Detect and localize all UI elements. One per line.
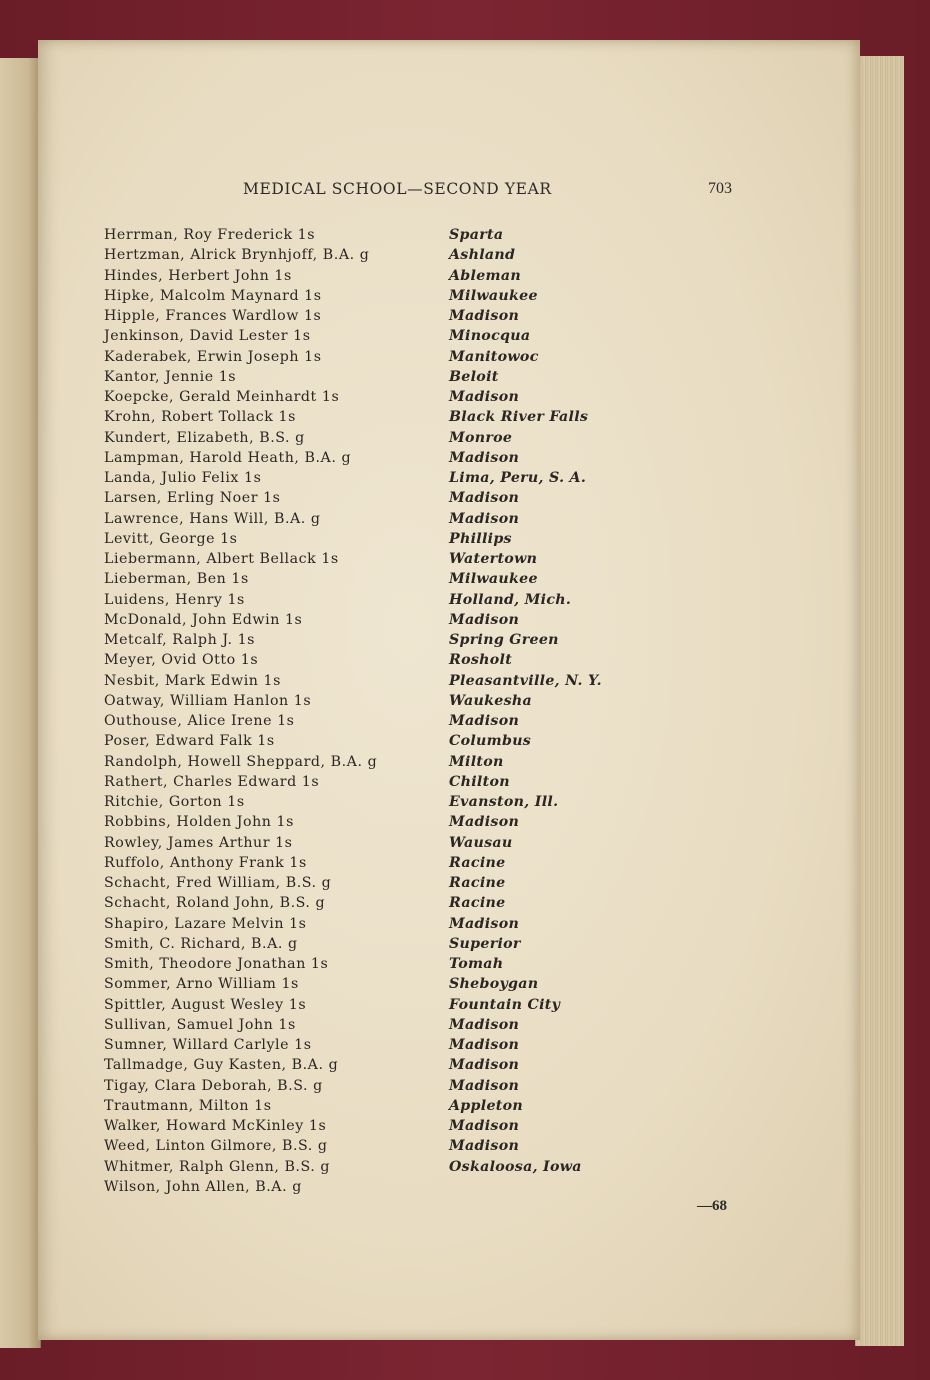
- student-entry: [104, 976, 664, 996]
- student-name: Wilson, John Allen, B.A. g: [104, 1178, 302, 1195]
- student-hometown: Racine: [449, 854, 506, 871]
- student-entry: [104, 227, 664, 247]
- student-name: Walker, Howard McKinley 1s: [104, 1118, 327, 1134]
- student-hometown: Tomah: [449, 956, 504, 972]
- student-hometown: Sparta: [449, 227, 504, 243]
- student-hometown: Madison: [449, 1077, 520, 1094]
- student-entry: [104, 1179, 664, 1199]
- student-entry: [104, 470, 664, 490]
- student-entry: [104, 430, 664, 450]
- student-entry: [104, 247, 664, 267]
- student-entry: [104, 733, 664, 753]
- student-hometown: Madison: [449, 1118, 520, 1134]
- student-name: Landa, Julio Felix 1s: [104, 470, 262, 486]
- student-hometown: Milwaukee: [449, 571, 538, 588]
- student-entry: [104, 369, 664, 389]
- student-name: Shapiro, Lazare Melvin 1s: [104, 915, 307, 932]
- student-name: Hipke, Malcolm Maynard 1s: [104, 287, 322, 304]
- student-hometown: Madison: [449, 1057, 520, 1074]
- student-name: Trautmann, Milton 1s: [104, 1097, 272, 1114]
- student-name: Poser, Edward Falk 1s: [104, 733, 275, 750]
- student-name: Koepcke, Gerald Meinhardt 1s: [104, 389, 340, 405]
- student-hometown: Holland, Mich.: [449, 591, 572, 608]
- student-name: Whitmer, Ralph Glenn, B.S. g: [104, 1158, 330, 1175]
- student-name: Lampman, Harold Heath, B.A. g: [104, 449, 352, 466]
- student-hometown: Pleasantville, N. Y.: [449, 672, 602, 689]
- student-hometown: Madison: [449, 389, 520, 405]
- student-hometown: Wausau: [449, 834, 513, 851]
- student-name: Metcalf, Ralph J. 1s: [104, 632, 255, 648]
- student-name: Kundert, Elizabeth, B.S. g: [104, 429, 305, 446]
- student-name: Krohn, Robert Tollack 1s: [104, 409, 296, 426]
- student-name: Sullivan, Samuel John 1s: [104, 1016, 296, 1033]
- student-hometown: Madison: [449, 611, 520, 628]
- student-entry: [104, 997, 664, 1017]
- student-name: Kantor, Jennie 1s: [104, 368, 237, 385]
- student-name: Smith, C. Richard, B.A. g: [104, 935, 298, 952]
- student-name: Hertzman, Alrick Brynhjoff, B.A. g: [104, 247, 370, 264]
- student-hometown: Appleton: [449, 1097, 523, 1114]
- student-entry: [104, 571, 664, 591]
- student-hometown: Madison: [449, 1016, 520, 1033]
- student-name: Ritchie, Gorton 1s: [104, 794, 245, 810]
- student-entry: [104, 328, 664, 348]
- student-hometown: Phillips: [449, 530, 512, 547]
- student-entry: [104, 713, 664, 733]
- student-name: Oatway, William Hanlon 1s: [104, 692, 312, 709]
- student-hometown: Minocqua: [449, 328, 531, 345]
- student-hometown: Monroe: [449, 429, 513, 446]
- student-name: Robbins, Holden John 1s: [104, 814, 294, 831]
- student-name: Smith, Theodore Jonathan 1s: [104, 956, 329, 972]
- student-hometown: Madison: [449, 510, 520, 527]
- student-hometown: Black River Falls: [449, 409, 589, 426]
- student-hometown: Fountain City: [449, 996, 561, 1013]
- student-entry: [104, 814, 664, 834]
- student-hometown: Ableman: [449, 267, 521, 284]
- student-name: Rowley, James Arthur 1s: [104, 834, 293, 851]
- student-name: Nesbit, Mark Edwin 1s: [104, 672, 281, 689]
- student-entry: [104, 936, 664, 956]
- student-hometown: Madison: [449, 449, 520, 466]
- student-hometown: Sheboygan: [449, 976, 539, 993]
- student-hometown: Ashland: [449, 247, 516, 264]
- student-hometown: Milton: [449, 753, 504, 770]
- signature-mark: —68: [697, 1198, 727, 1214]
- student-entry: [104, 490, 664, 510]
- student-hometown: Manitowoc: [449, 348, 539, 365]
- student-entry: [104, 1017, 664, 1037]
- student-name: Randolph, Howell Sheppard, B.A. g: [104, 753, 378, 770]
- student-name: Rathert, Charles Edward 1s: [104, 773, 320, 790]
- student-entry: [104, 531, 664, 551]
- student-name: Outhouse, Alice Irene 1s: [104, 713, 295, 729]
- student-hometown: Columbus: [449, 733, 532, 750]
- page-number: 703: [708, 180, 732, 197]
- student-name: Lieberman, Ben 1s: [104, 571, 249, 588]
- student-name: Ruffolo, Anthony Frank 1s: [104, 854, 307, 871]
- student-hometown: Madison: [449, 1138, 520, 1155]
- student-name: Kaderabek, Erwin Joseph 1s: [104, 348, 322, 365]
- student-name: Weed, Linton Gilmore, B.S. g: [104, 1138, 328, 1155]
- student-hometown: Beloit: [449, 368, 499, 385]
- student-hometown: Milwaukee: [449, 287, 538, 304]
- student-entry: [104, 875, 664, 895]
- student-hometown: Racine: [449, 875, 506, 891]
- student-entry: [104, 956, 664, 976]
- student-hometown: Oskaloosa, Iowa: [449, 1158, 582, 1175]
- student-name: Sumner, Willard Carlyle 1s: [104, 1037, 312, 1053]
- student-name: Schacht, Roland John, B.S. g: [104, 895, 326, 912]
- student-entry: [104, 1098, 664, 1118]
- student-name: Schacht, Fred William, B.S. g: [104, 875, 332, 891]
- student-entry: [104, 1078, 664, 1098]
- student-entry: [104, 835, 664, 855]
- student-hometown: Chilton: [449, 773, 510, 790]
- student-entry: [104, 916, 664, 936]
- student-name: Sommer, Arno William 1s: [104, 976, 299, 993]
- student-name: Tigay, Clara Deborah, B.S. g: [104, 1077, 323, 1094]
- student-name: Hindes, Herbert John 1s: [104, 267, 292, 284]
- student-entry: [104, 632, 664, 652]
- student-name: Tallmadge, Guy Kasten, B.A. g: [104, 1057, 339, 1074]
- student-name: Luidens, Henry 1s: [104, 591, 245, 608]
- student-roster: [104, 227, 664, 1199]
- running-head: MEDICAL SCHOOL—SECOND YEAR: [243, 180, 552, 198]
- page-header: [0, 180, 930, 204]
- student-entry: [104, 450, 664, 470]
- student-entry: [104, 693, 664, 713]
- student-hometown: Madison: [449, 1037, 520, 1053]
- student-name: Jenkinson, David Lester 1s: [104, 328, 311, 345]
- student-entry: [104, 1118, 664, 1138]
- student-entry: [104, 612, 664, 632]
- student-hometown: Madison: [449, 915, 520, 932]
- student-entry: [104, 673, 664, 693]
- student-entry: [104, 511, 664, 531]
- student-name: McDonald, John Edwin 1s: [104, 611, 303, 628]
- facing-page-edge: [0, 58, 41, 1348]
- student-hometown: Evanston, Ill.: [449, 794, 559, 810]
- student-entry: [104, 551, 664, 571]
- student-name: Herrman, Roy Frederick 1s: [104, 227, 316, 243]
- student-hometown: Madison: [449, 713, 520, 729]
- student-hometown: Rosholt: [449, 652, 513, 669]
- student-name: Hipple, Frances Wardlow 1s: [104, 308, 322, 324]
- student-hometown: Racine: [449, 895, 506, 912]
- student-entry: [104, 389, 664, 409]
- student-hometown: Watertown: [449, 551, 538, 567]
- student-name: Meyer, Ovid Otto 1s: [104, 652, 259, 669]
- student-hometown: Madison: [449, 814, 520, 831]
- student-entry: [104, 855, 664, 875]
- student-hometown: Spring Green: [449, 632, 559, 648]
- student-entry: [104, 268, 664, 288]
- student-name: Levitt, George 1s: [104, 530, 238, 547]
- student-entry: [104, 794, 664, 814]
- student-entry: [104, 1037, 664, 1057]
- student-entry: [104, 895, 664, 915]
- page-block-edge: [855, 56, 904, 1346]
- student-hometown: Waukesha: [449, 692, 532, 709]
- student-entry: [104, 774, 664, 794]
- student-hometown: Madison: [449, 308, 520, 324]
- student-entry: [104, 1057, 664, 1077]
- student-hometown: Superior: [449, 935, 521, 952]
- student-entry: [104, 1138, 664, 1158]
- student-name: Lawrence, Hans Will, B.A. g: [104, 510, 321, 527]
- student-entry: [104, 308, 664, 328]
- student-entry: [104, 592, 664, 612]
- student-name: Liebermann, Albert Bellack 1s: [104, 551, 339, 567]
- student-entry: [104, 349, 664, 369]
- student-entry: [104, 754, 664, 774]
- student-entry: [104, 1159, 664, 1179]
- student-entry: [104, 409, 664, 429]
- student-hometown: Lima, Peru, S. A.: [449, 470, 587, 486]
- student-entry: [104, 288, 664, 308]
- student-hometown: Madison: [449, 490, 520, 507]
- student-name: Spittler, August Wesley 1s: [104, 996, 307, 1013]
- student-name: Larsen, Erling Noer 1s: [104, 490, 281, 507]
- student-entry: [104, 652, 664, 672]
